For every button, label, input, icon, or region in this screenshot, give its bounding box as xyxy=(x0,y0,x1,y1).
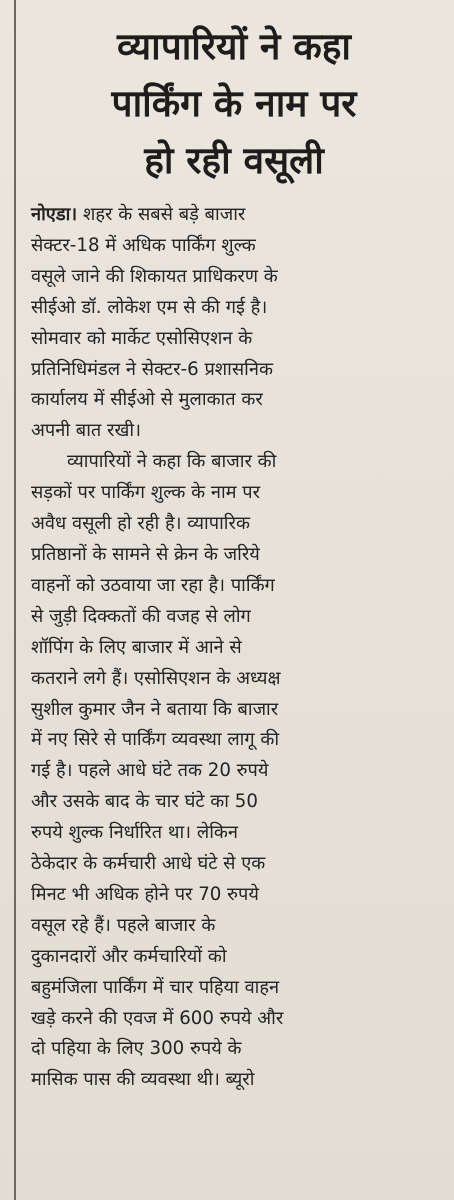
article-line: ठेकेदार के कर्मचारी आधे घंटे से एक xyxy=(31,853,266,875)
article-line: वसूले जाने की शिकायत प्राधिकरण के xyxy=(31,265,278,287)
article-line: सड़कों पर पार्किंग शुल्क के नाम पर xyxy=(31,482,261,504)
article-line xyxy=(31,200,437,231)
dateline: नोएडा। xyxy=(31,204,78,225)
article-line: शॉपिंग के लिए बाजार में आने से xyxy=(31,636,242,658)
article-line: प्रतिष्ठानों के सामने से क्रेन के जरिये xyxy=(31,543,260,565)
article-line: गई है। पहले आधे घंटे तक 20 रुपये xyxy=(31,760,269,782)
article-line: और उसके बाद के चार घंटे का 50 xyxy=(31,791,258,813)
article-line: सेक्टर-18 में अधिक पार्किंग शुल्क xyxy=(31,234,256,256)
article-line: अपनी बात रखी। xyxy=(31,420,141,442)
article-line: मासिक पास की व्यवस्था थी। ब्यूरो xyxy=(31,1069,255,1091)
article-line: प्रतिनिधिमंडल ने सेक्टर-6 प्रशासनिक xyxy=(31,358,273,380)
headline-line-1: व्यापारियों ने कहा xyxy=(117,25,351,68)
article-line: कार्यालय में सीईओ से मुलाकात कर xyxy=(31,389,263,411)
article-line: कतराने लगे हैं। एसोसिएशन के अध्यक्ष xyxy=(31,667,281,689)
article-line: व्यापारियों ने कहा कि बाजार की xyxy=(67,451,277,473)
headline xyxy=(24,18,444,189)
article-line: में नए सिरे से पार्किंग व्यवस्था लागू की xyxy=(31,729,280,751)
article-line: सोमवार को मार्केट एसोसिएशन के xyxy=(31,327,253,349)
article-line: बहुमंजिला पार्किंग में चार पहिया वाहन xyxy=(31,976,280,998)
headline-line-3: हो रही वसूली xyxy=(144,139,324,182)
article-line: मिनट भी अधिक होने पर 70 रुपये xyxy=(31,883,259,905)
article-line: अवैध वसूली हो रही है। व्यापारिक xyxy=(31,513,250,535)
article-body xyxy=(31,200,437,1096)
article-line: सुशील कुमार जैन ने बताया कि बाजार xyxy=(31,698,279,720)
column-rule xyxy=(14,0,16,1200)
article-line: रुपये शुल्क निर्धारित था। लेकिन xyxy=(31,822,238,844)
article-line: दो पहिया के लिए 300 रुपये के xyxy=(31,1038,242,1060)
article-line: सीईओ डॉ. लोकेश एम से की गई है। xyxy=(31,296,268,318)
article-line: दुकानदारों और कर्मचारियों को xyxy=(31,945,227,967)
article-line: खड़े करने की एवज में 600 रुपये और xyxy=(31,1007,284,1029)
headline-line-2: पार्किंग के नाम पर xyxy=(111,82,357,125)
article-line: वसूल रहे हैं। पहले बाजार के xyxy=(31,914,216,936)
article-line: वाहनों को उठवाया जा रहा है। पार्किंग xyxy=(31,574,275,596)
article-line: से जुड़ी दिक्कतों की वजह से लोग xyxy=(31,605,251,627)
article-line-text: शहर के सबसे बड़े बाजार xyxy=(77,204,246,225)
